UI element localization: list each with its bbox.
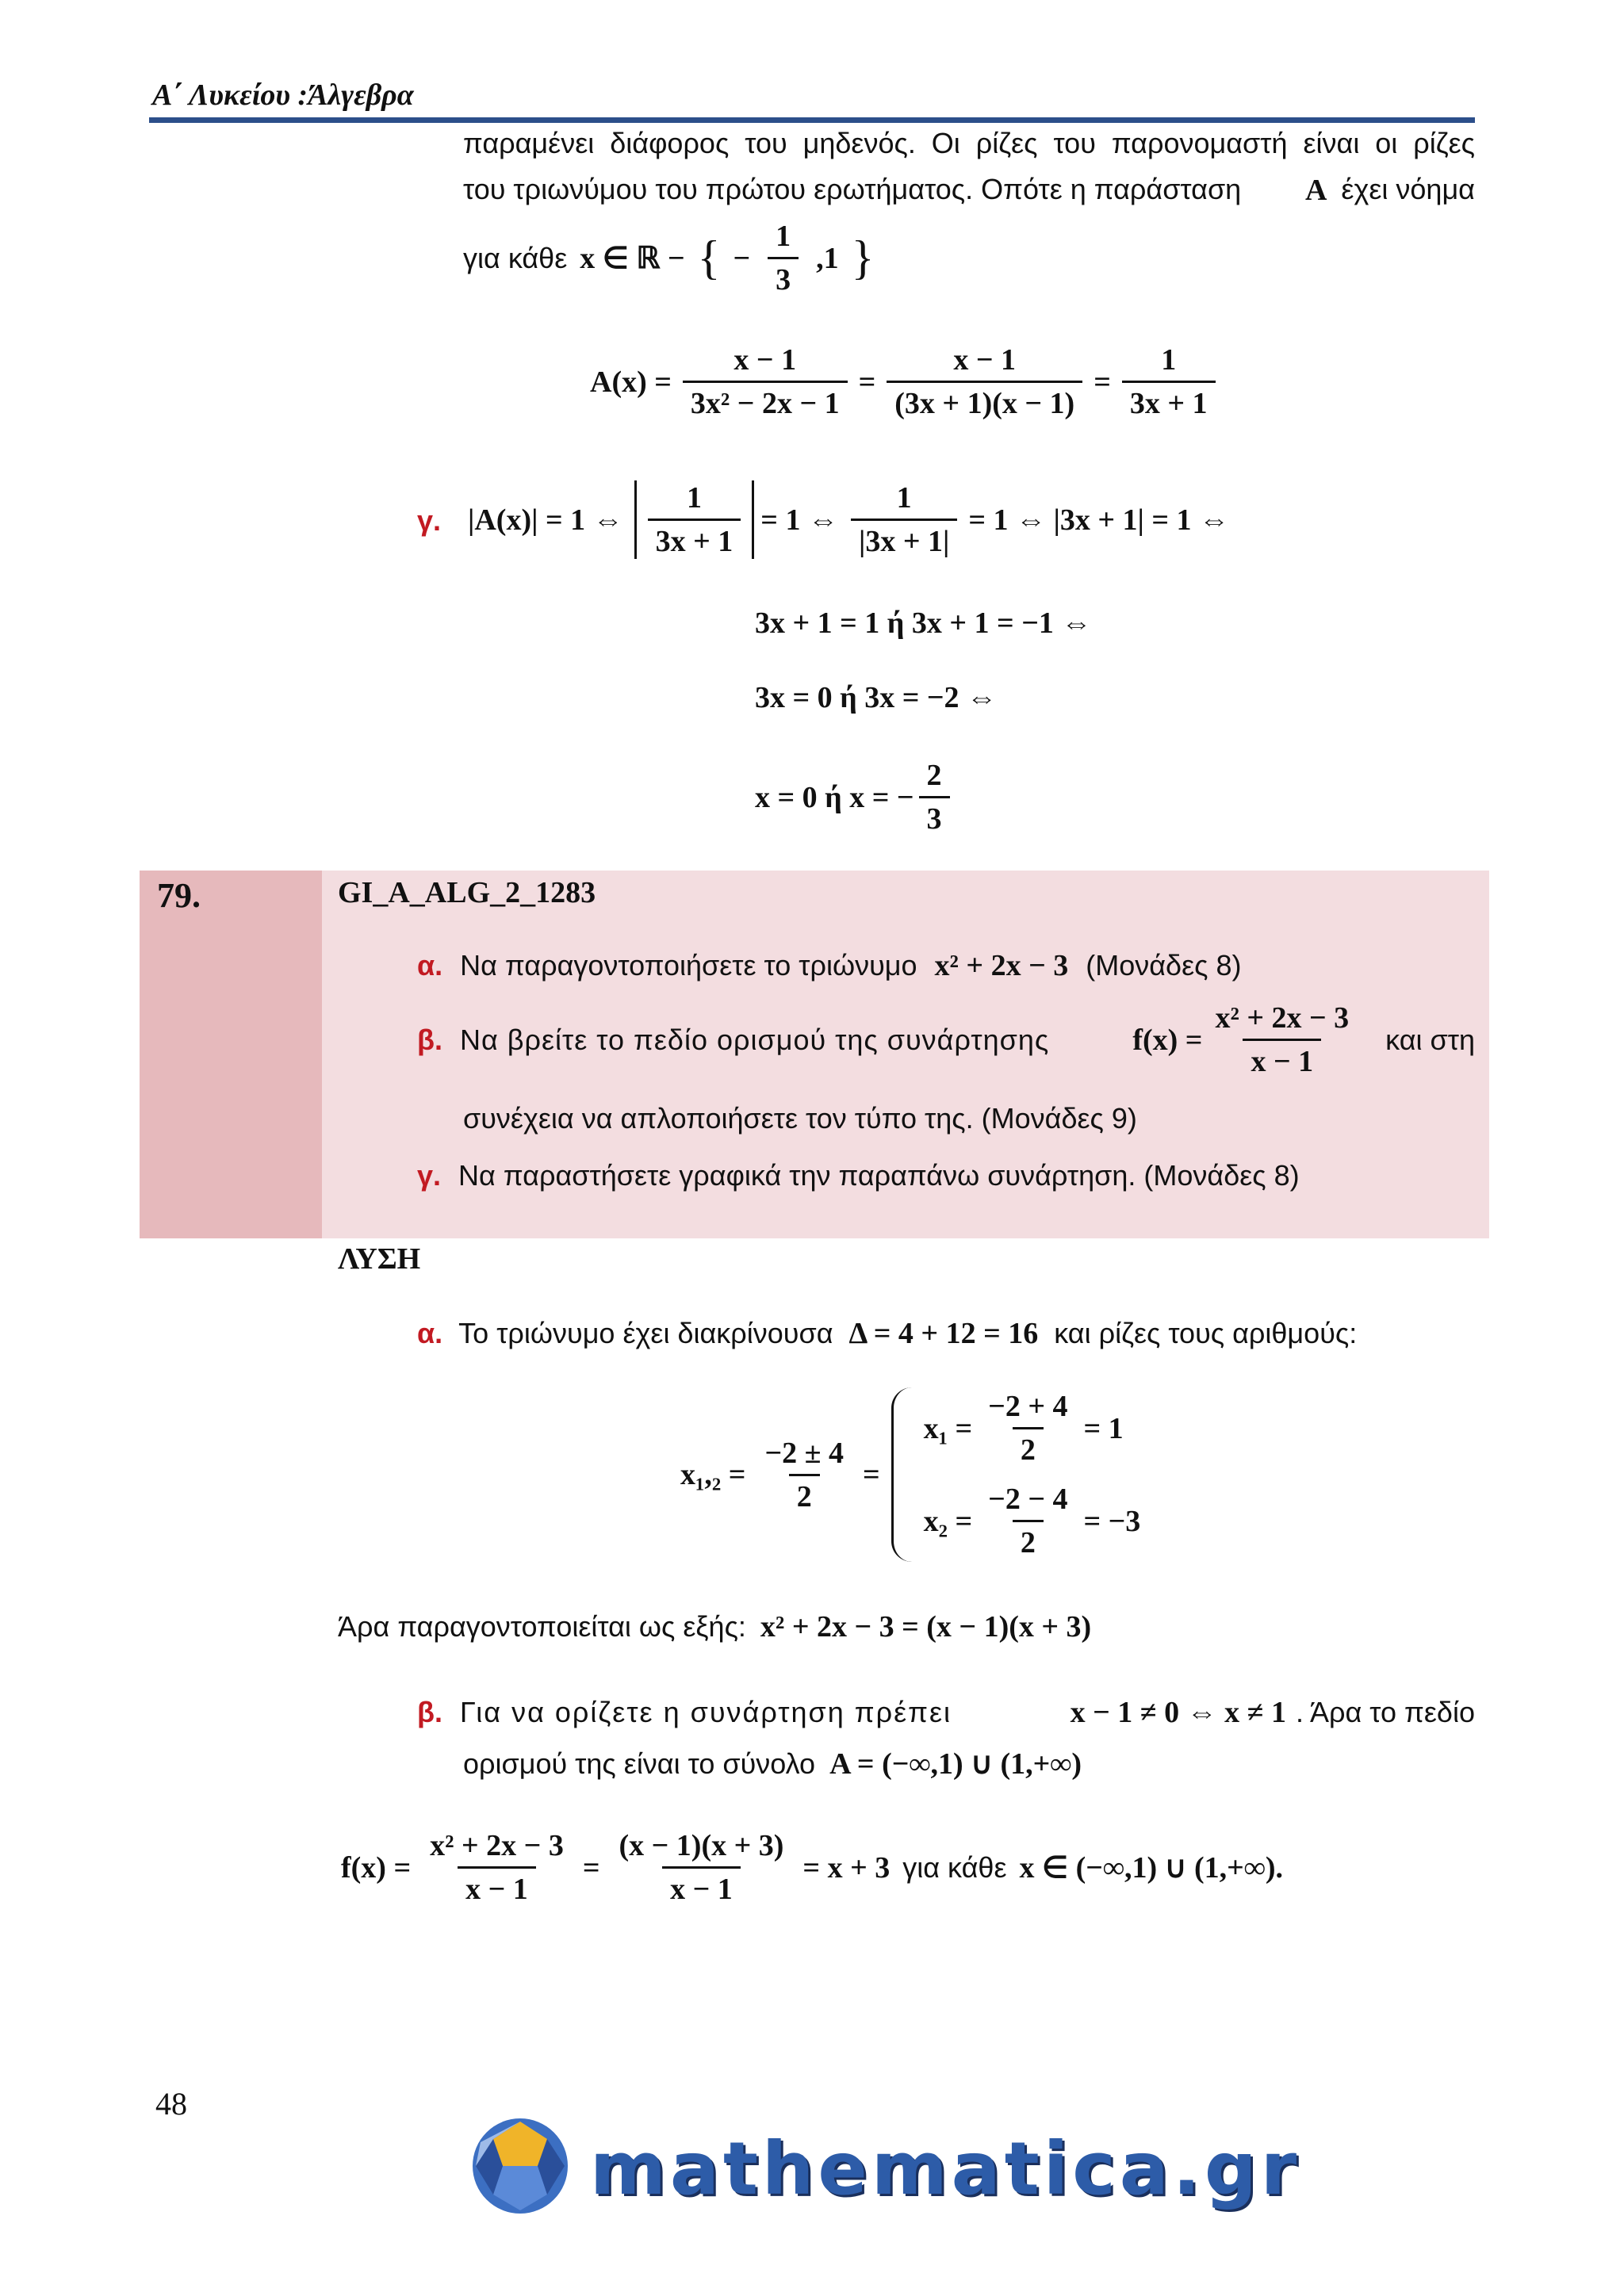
a-expression-lhs: A(x) =	[590, 365, 672, 399]
problem-beta-line-2: συνέχεια να απλοποιήσετε τον τύπο της. (Μονάδες 9)	[463, 1102, 1137, 1135]
cases-brace	[891, 1387, 916, 1562]
intro-line-3-text: για κάθε	[463, 241, 568, 274]
f-simplification: f(x) = $\frac{\text{x² + 2x − 3}}{x - 1}$ = $\frac{(x - 1)(x + 3)}{x - 1}$ = x + 3 για κάθε x ∈ (−∞,1) ∪ (1,+∞).	[341, 1829, 1284, 1906]
problem-number: 79.	[157, 876, 201, 915]
problem-beta: β. Να βρείτε το πεδίο ορισμού της συνάρτησης f(x) = $\frac{\text{x² + 2x − 3}}{x - 1}$ και στη	[417, 1001, 1475, 1078]
mathematica-logo-icon[interactable]	[469, 2115, 571, 2225]
intro-line-2	[463, 173, 1475, 208]
gamma-line-1: |A(x)| = 1 ⇔ $\frac{1}{3x + 1}$ = 1 ⇔ $\frac{1}{|3x + 1|}$ = 1 ⇔ |3x + 1| = 1 ⇔	[468, 481, 1230, 558]
intro-line-1: παραμένει διάφορος του μηδενός. Οι ρίζες του παρονομαστή είναι οι ρίζες	[463, 127, 1475, 159]
intro-line-3: για κάθε x ∈ ℝ − { − $\frac{1}{3}$ ,1 }	[463, 220, 875, 297]
set-brace-right: }	[851, 232, 875, 284]
gamma-label: γ.	[417, 504, 442, 537]
page-number: 48	[155, 2086, 187, 2122]
header-rule	[149, 117, 1475, 123]
header-title: Α΄ Λυκείου :Άλγεβρα	[152, 78, 414, 112]
gamma-line-4: x = 0 ή x = − $\frac{2}{3}$	[755, 758, 955, 836]
solution-beta-line-2: ορισμού της είναι το σύνολο A = (−∞,1) ∪ (1,+∞)	[463, 1747, 1082, 1781]
a-fraction-3: $\frac{1}{3x + 1}$	[1122, 342, 1216, 421]
logo-text[interactable]: mathematica.gr	[590, 2126, 1301, 2211]
a-fraction-2: $\frac{x - 1}{(3x + 1)(x - 1)}$	[887, 342, 1082, 421]
gamma-step-1: |A(x)| = 1 ⇔	[468, 503, 623, 537]
intro-line-2-tail: έχει νόημα	[1341, 173, 1475, 205]
gamma-line-3: 3x = 0 ή 3x = −2 ⇔	[755, 681, 998, 714]
problem-code: GI_A_ALG_2_1283	[338, 876, 596, 909]
problem-number-cell	[140, 871, 322, 1238]
intro-var-a: A	[1304, 174, 1327, 207]
intro-line-2-text: του τριωνύμου του πρώτου ερωτήματος. Οπότε η παράσταση	[463, 173, 1242, 205]
problem-gamma: γ. Να παραστήσετε γραφικά την παραπάνω συνάρτηση. (Μονάδες 8)	[417, 1159, 1300, 1192]
problem-alpha: α. Να παραγοντοποιήσετε το τριώνυμο x² + 2x − 3 (Μονάδες 8)	[417, 949, 1242, 982]
factor-line: Άρα παραγοντοποιείται ως εξής: x² + 2x − 3 = (x − 1)(x + 3)	[338, 1610, 1092, 1644]
solution-beta: β. Για να ορίζετε η συνάρτηση πρέπει x − 1 ≠ 0 ⇔ x ≠ 1 . Άρα το πεδίο	[417, 1696, 1475, 1729]
solution-title: ΛΥΣΗ	[338, 1242, 421, 1276]
gamma-step-2-tail: = 1 ⇔	[760, 503, 838, 537]
gamma-step-3-tail: = 1 ⇔ |3x + 1| = 1 ⇔	[968, 503, 1230, 537]
set-brace-left: {	[697, 232, 721, 284]
gamma-line-2: 3x + 1 = 1 ή 3x + 1 = −1 ⇔	[755, 607, 1092, 640]
a-fraction-1: $\frac{x - 1}{\text{3x² − 2x − 1}}$	[683, 342, 848, 421]
solution-alpha: α. Το τριώνυμο έχει διακρίνουσα Δ = 4 + 12 = 16 και ρίζες τους αριθμούς:	[417, 1317, 1358, 1350]
roots-formula: x₁,₂ = $\frac{-2 \pm 4}{2}$ = x₁ = $\frac{-2 + 4}{2}$ = 1 x₂ = $\frac{-2 - 4}{2}$ = −3	[680, 1387, 1140, 1562]
a-expression: A(x) = $\frac{x - 1}{\text{3x² − 2x − 1}}$ = $\frac{x - 1}{(3x + 1)(x - 1)}$ = $\frac{1}{3x + 1}$	[590, 342, 1227, 421]
intro-line-3-math: x ∈ ℝ −	[580, 242, 685, 275]
